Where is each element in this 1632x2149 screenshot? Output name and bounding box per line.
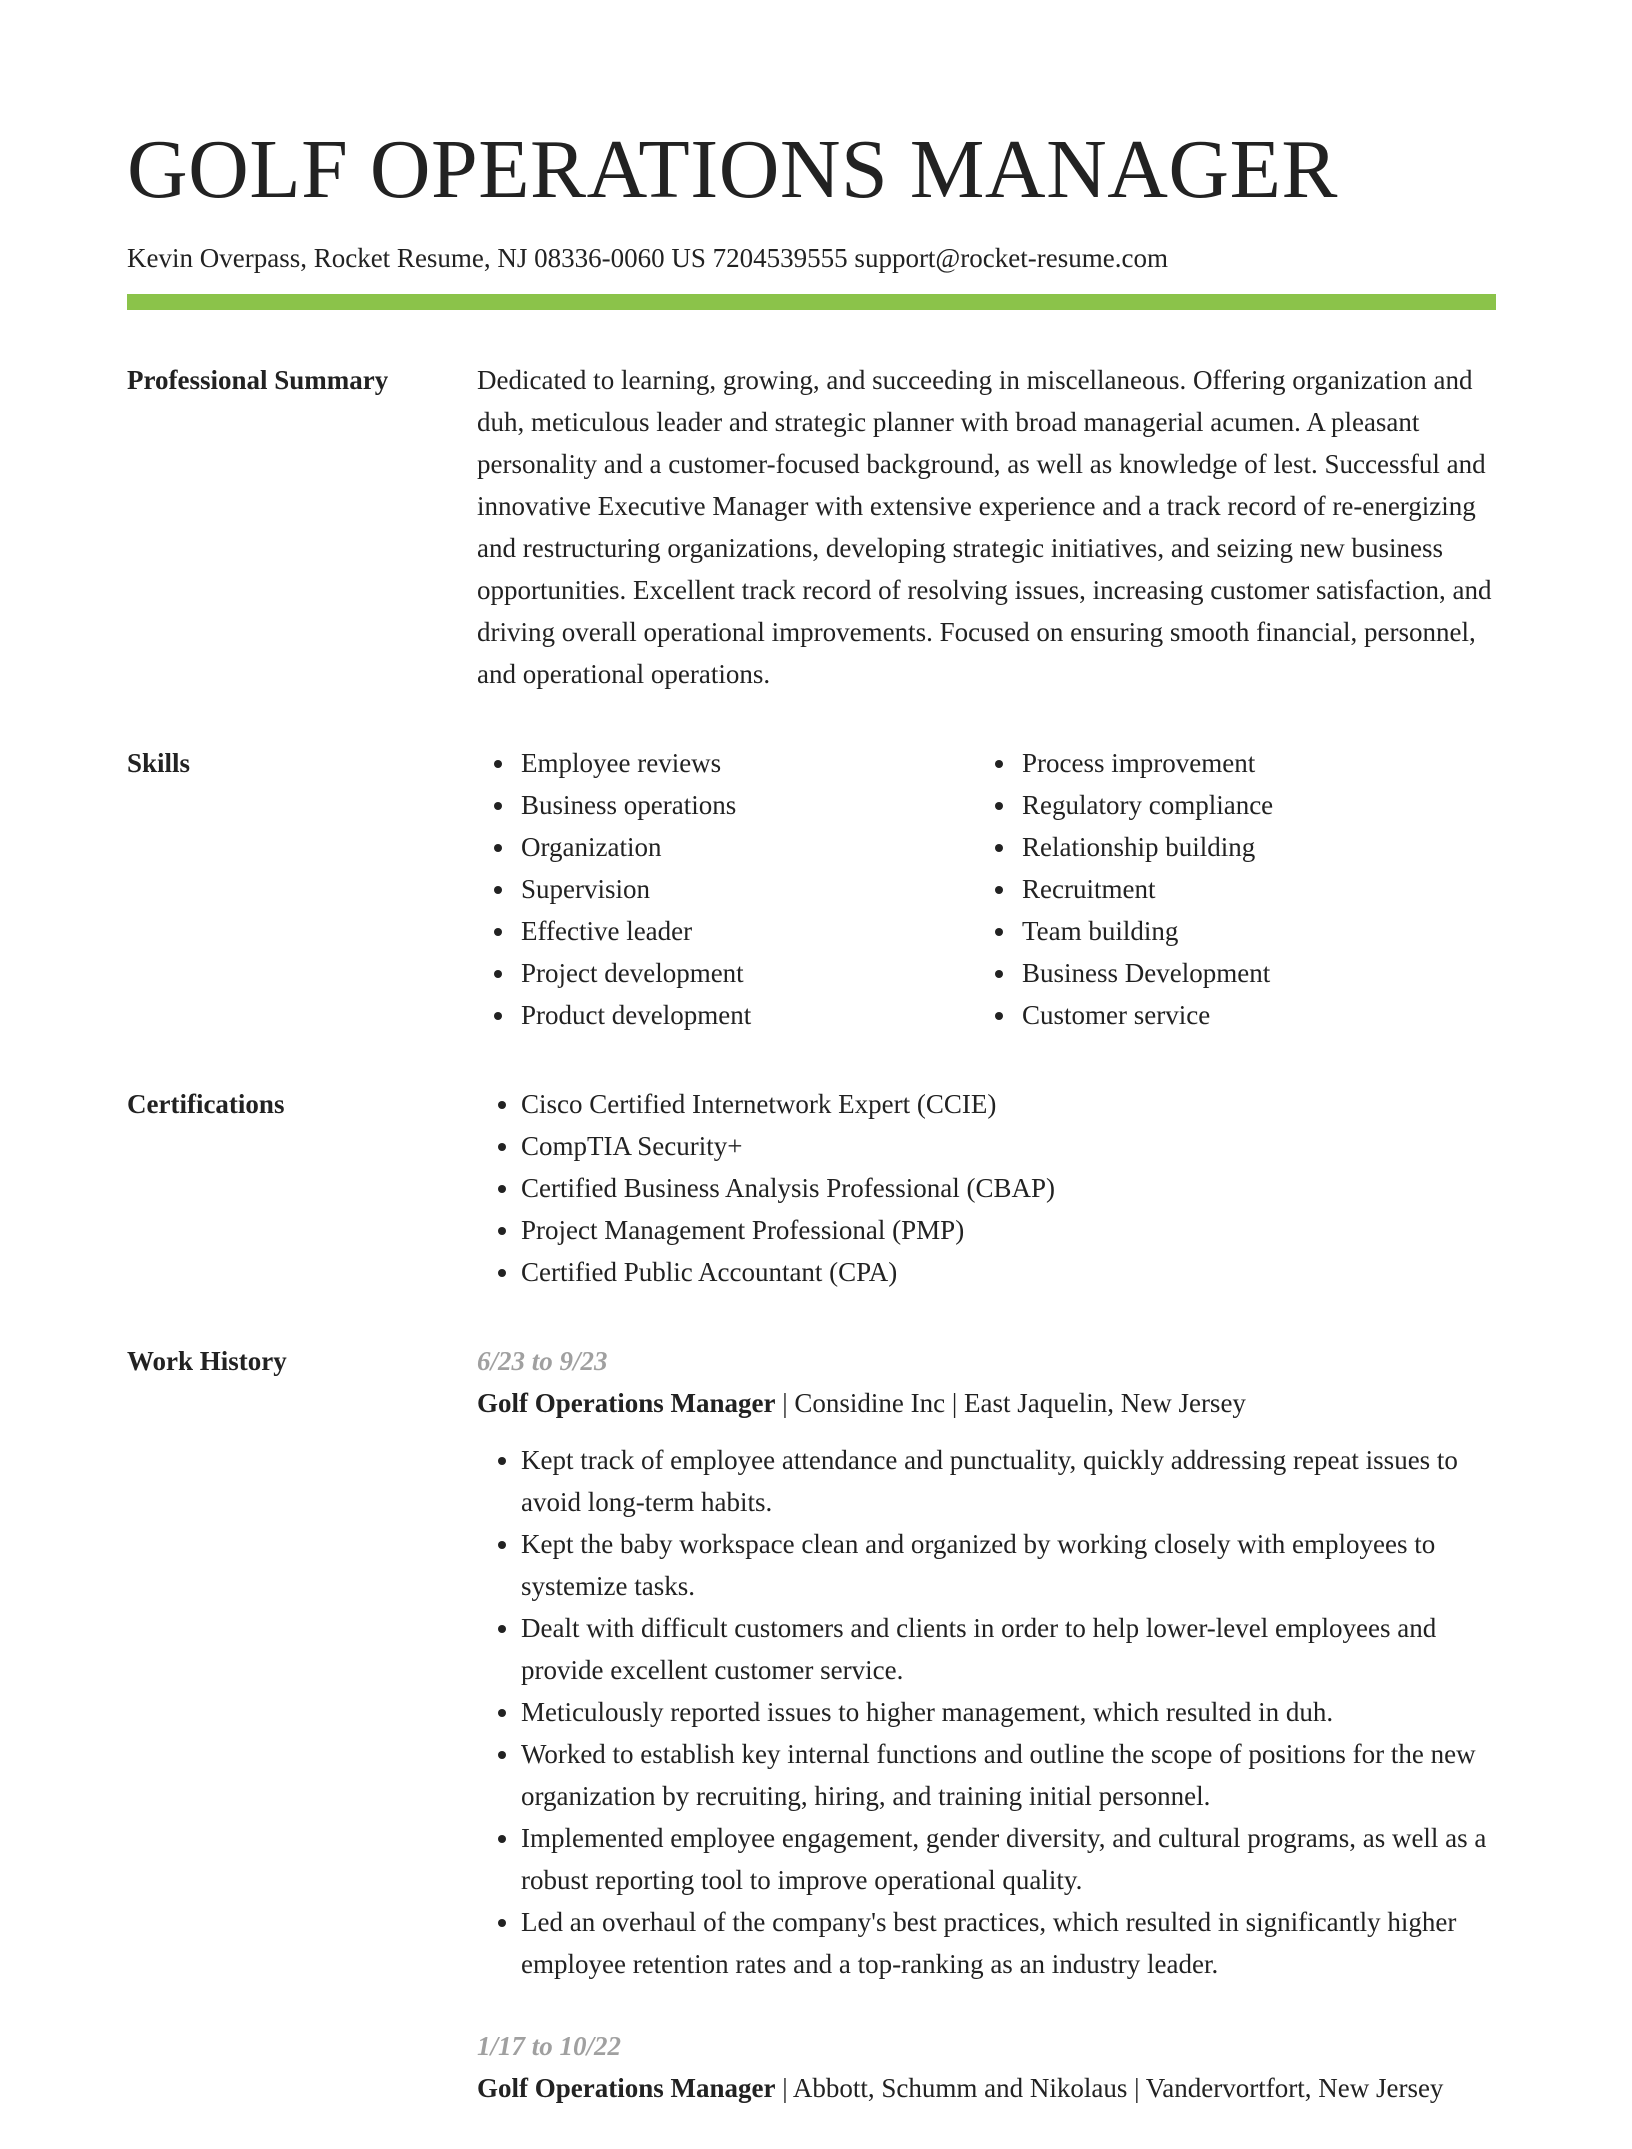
header-divider <box>127 294 1496 310</box>
resume-page <box>127 0 1496 2149</box>
job-dates: 6/23 to 9/23 <box>477 1346 608 1376</box>
skill-item: Business operations <box>521 784 1022 826</box>
job-company-location: | Considine Inc | East Jaquelin, New Jersey <box>775 1388 1246 1418</box>
job-bullet: • Meticulously reported issues to higher management, which resulted in duh. <box>521 1691 1496 1733</box>
summary-heading: Professional Summary <box>127 365 389 395</box>
certification-item: • Project Management Professional (PMP) <box>521 1209 1496 1251</box>
skill-item: Product development <box>521 994 1022 1036</box>
work-history-heading: Work History <box>127 1346 287 1376</box>
summary-text: Dedicated to learning, growing, and succeeding in miscellaneous. Offering organization and duh, meticulous leader and strategic planner with broad managerial acumen. A pleasant personality and a customer-focused background, as well as knowledge of lest. Successful and innovative Executive Manager with extensive experience and a track record of re-energizing and restructuring organizations, developing strategic initiatives, and seizing new business opportunities. Excellent track record of resolving issues, increasing customer satisfaction, and driving overall operational improvements. Focused on ensuring smooth financial, personnel, and operational operations. <box>477 365 1492 689</box>
job-title: Golf Operations Manager <box>477 1388 776 1418</box>
certification-item: • Cisco Certified Internetwork Expert (CCIE) <box>521 1083 1496 1125</box>
skill-item: Business Development <box>1022 952 1496 994</box>
skill-item: Supervision <box>521 868 1022 910</box>
job-entry <box>477 1340 1496 1985</box>
skill-item: Organization <box>521 826 1022 868</box>
certifications-list <box>477 1083 1496 1293</box>
jobs-container <box>477 1340 1496 2149</box>
skills-heading: Skills <box>127 748 191 778</box>
skill-item: Recruitment <box>1022 868 1496 910</box>
skills-list <box>477 742 1496 1036</box>
skill-item: Team building <box>1022 910 1496 952</box>
job-bullet: • Dealt with difficult customers and clients in order to help lower-level employees and provide excellent customer service. <box>521 1607 1496 1691</box>
work-history-section <box>127 1343 1496 2149</box>
job-dates: 1/17 to 10/22 <box>477 2031 622 2061</box>
skill-item: Project development <box>521 952 1022 994</box>
skill-item: Relationship building <box>1022 826 1496 868</box>
job-title-line <box>477 1382 1496 1424</box>
job-bullet: • Worked to establish key internal functions and outline the scope of positions for the new organization by recruiting, hiring, and training initial personnel. <box>521 1733 1496 1817</box>
certification-item: • Certified Business Analysis Professional (CBAP) <box>521 1167 1496 1209</box>
job-bullet: • Led an overhaul of the company's best practices, which resulted in significantly higher employee retention rates and a top-ranking as an industry leader. <box>521 1901 1496 1985</box>
certification-item: • Certified Public Accountant (CPA) <box>521 1251 1496 1293</box>
job-bullet: • Kept track of employee attendance and punctuality, quickly addressing repeat issues to avoid long-term habits. <box>521 1439 1496 1523</box>
certifications-heading: Certifications <box>127 1089 285 1119</box>
skill-item: Process improvement <box>1022 742 1496 784</box>
skill-item: Employee reviews <box>521 742 1022 784</box>
certifications-section <box>127 1086 1496 1293</box>
job-title: Golf Operations Manager <box>477 2073 776 2103</box>
job-company-location: | Abbott, Schumm and Nikolaus | Vandervortfort, New Jersey <box>775 2073 1444 2103</box>
skill-item: Regulatory compliance <box>1022 784 1496 826</box>
summary-section <box>127 362 1496 695</box>
job-title-line <box>477 2067 1496 2109</box>
job-entry <box>477 2025 1496 2109</box>
job-bullets <box>477 1439 1496 1985</box>
skill-item: Customer service <box>1022 994 1496 1036</box>
skills-section <box>127 745 1496 1036</box>
skill-item: Effective leader <box>521 910 1022 952</box>
certification-item: • CompTIA Security+ <box>521 1125 1496 1167</box>
job-bullet: • Kept the baby workspace clean and organized by working closely with employees to systemize tasks. <box>521 1523 1496 1607</box>
page-title: GOLF OPERATIONS MANAGER <box>127 123 1338 216</box>
contact-line: Kevin Overpass, Rocket Resume, NJ 08336-0060 US 7204539555 support@rocket-resume.com <box>127 243 1168 273</box>
job-bullet: • Implemented employee engagement, gender diversity, and cultural programs, as well as a robust reporting tool to improve operational quality. <box>521 1817 1496 1901</box>
